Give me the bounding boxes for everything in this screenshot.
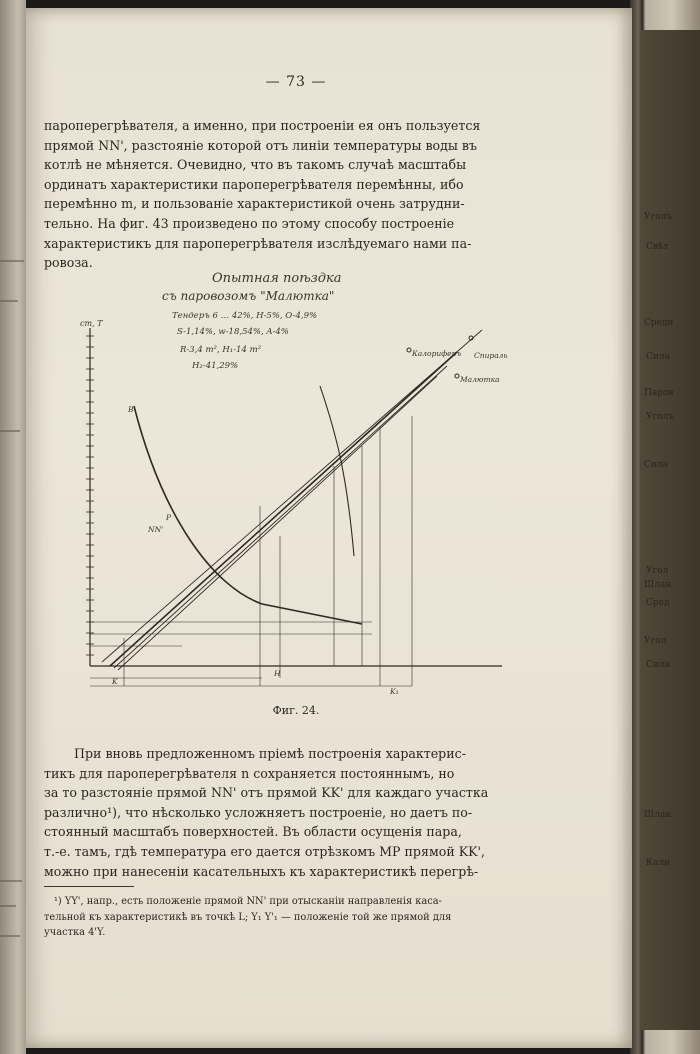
line-label: Спираль — [474, 351, 508, 360]
edge-text-fragment: Угол — [646, 566, 669, 576]
figure-title-line: R-3,4 m², H₁-14 m² — [180, 345, 262, 355]
point-label: P — [166, 513, 172, 522]
book-page — [26, 8, 632, 1048]
figure-title-line: Тендеръ 6 … 42%, H-5%, O-4,9% — [172, 311, 318, 321]
text-line: ровоза. — [44, 255, 93, 271]
edge-text-fragment: Угол — [644, 636, 667, 646]
edge-text-fragment: Шлак — [644, 810, 671, 820]
text-line: тельной къ характеристикѣ въ точкѣ L; Y₁ Y'₁ — положеніе той же прямой для — [44, 911, 452, 923]
text-line: ¹) YY', напр., есть положеніе прямой NN' при отысканіи направленія каса- — [54, 896, 442, 907]
figure-title-line: Опытная поѣздка — [212, 271, 342, 286]
text-line: тикъ для пароперегрѣвателя n сохраняется постояннымъ, но — [44, 765, 455, 781]
text-line: котлѣ не мѣняется. Очевидно, что въ такомъ случаѣ масштабы — [44, 157, 467, 173]
point-label: H — [274, 669, 281, 678]
figure — [62, 266, 542, 698]
book-spine — [640, 30, 700, 1030]
footnote-rule — [44, 886, 134, 887]
edge-text-fragment: Уголъ — [644, 212, 673, 222]
edge-text-fragment: Сила — [644, 460, 668, 470]
paragraph-bottom — [44, 744, 530, 881]
figure-title-line: H₂-41,29% — [192, 361, 239, 371]
paragraph-top — [44, 116, 530, 273]
edge-text-fragment: Свѣт — [646, 242, 669, 252]
edge-text-fragment: Уголъ — [646, 412, 675, 422]
edge-text-fragment: Сила — [646, 660, 670, 670]
point-label: K₁ — [390, 687, 399, 696]
point-label: B — [128, 405, 134, 414]
line-label: Малютка — [460, 375, 500, 384]
edge-text-fragment: Паров — [644, 388, 674, 398]
text-line: можно при нанесеніи касательныхъ къ характеристикѣ перегрѣ- — [44, 863, 479, 879]
edge-text-fragment: Сила — [646, 352, 670, 362]
point-label: K — [112, 677, 118, 686]
text-line: При вновь предложенномъ пріемѣ построенія характерис- — [74, 746, 466, 761]
characteristic-diagram — [62, 266, 542, 698]
text-line: прямой NN', разстояніе которой отъ линіи температуры воды въ — [44, 137, 478, 153]
figure-title-line: S-1,14%, w-18,54%, A-4% — [177, 327, 289, 337]
text-line: тельно. На фиг. 43 произведено по этому способу построеніе — [44, 215, 455, 231]
text-line: участка 4'Y. — [44, 927, 106, 938]
figure-caption: Фиг. 24. — [272, 704, 320, 717]
text-line: стоянный масштабъ поверхностей. Въ области осущенія пара, — [44, 824, 462, 840]
text-line: пароперегрѣвателя, а именно, при построеніи ея онъ пользуется — [44, 118, 481, 133]
text-line: характеристикъ для пароперегрѣвателя изслѣдуемаго нами па- — [44, 235, 472, 251]
left-page-edge — [0, 0, 26, 1054]
text-line: за то разстояніе прямой NN' отъ прямой KK' для каждаго участка — [44, 785, 489, 801]
text-line: т.-е. тамъ, гдѣ температура его дается отрѣзкомъ MP прямой KK', — [44, 843, 485, 859]
edge-text-fragment: Средн — [644, 318, 674, 328]
y-axis-label: cm, T — [80, 319, 103, 328]
line-label: Калориферъ — [412, 349, 462, 358]
point-label: NN' — [148, 525, 164, 534]
page-number: — 73 — — [265, 74, 327, 90]
text-line: ординатъ характеристики пароперегрѣвателя перемѣнны, ибо — [44, 176, 464, 192]
edge-text-fragment: Сред — [646, 598, 670, 608]
edge-text-fragment: Шлан — [644, 580, 672, 590]
footnote — [44, 894, 530, 941]
edge-text-fragment: Кали — [646, 858, 671, 868]
text-line: различно¹), что нѣсколько усложняетъ построеніе, но даетъ по- — [44, 804, 473, 820]
figure-title-line: съ паровозомъ "Малютка" — [162, 289, 335, 303]
text-line: перемѣнно m, и пользованіе характеристикой очень затрудни- — [44, 196, 465, 212]
